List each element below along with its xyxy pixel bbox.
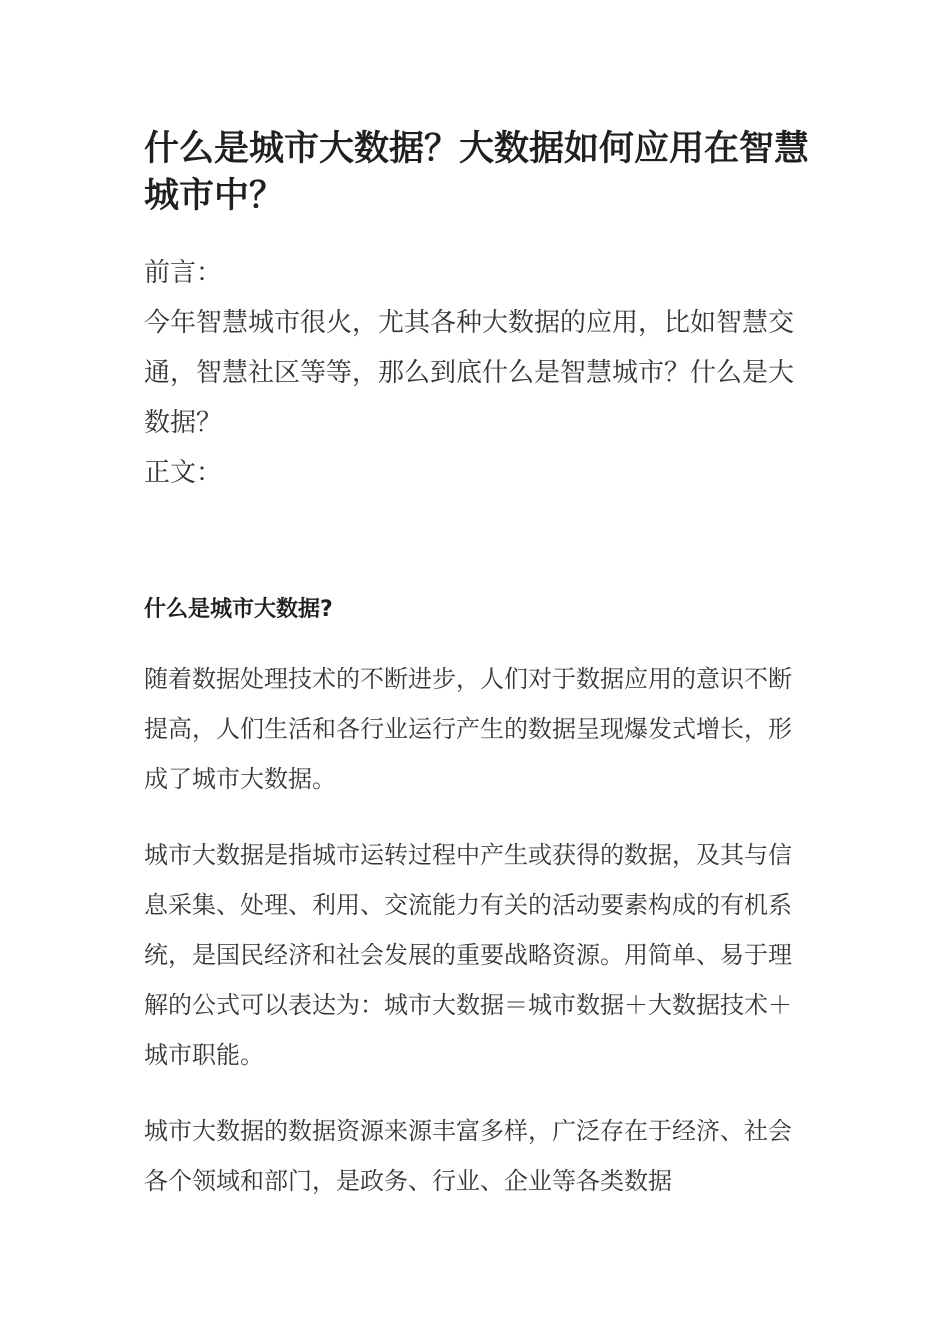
document-page xyxy=(144,126,814,1206)
body-paragraph-2: 城市大数据是指城市运转过程中产生或获得的数据，及其与信息采集、处理、利用、交流能力有关的活动要素构成的有机系统，是国民经济和社会发展的重要战略资源。用简单、易于理解的公式可以表达为：城市大数据＝城市数据＋大数据技术＋城市职能。 xyxy=(144,841,792,1069)
body-paragraph-1: 随着数据处理技术的不断进步，人们对于数据应用的意识不断提高，人们生活和各行业运行产生的数据呈现爆发式增长，形成了城市大数据。 xyxy=(144,665,792,793)
section-heading: 什么是城市大数据? xyxy=(144,597,333,622)
preface-text: 今年智慧城市很火，尤其各种大数据的应用，比如智慧交通，智慧社区等等，那么到底什么是智慧城市？什么是大数据？ xyxy=(144,308,795,438)
body-label: 正文： xyxy=(144,458,223,488)
intro-block xyxy=(144,248,814,498)
preface-label: 前言： xyxy=(144,258,223,288)
body-paragraph-3: 城市大数据的数据资源来源丰富多样，广泛存在于经济、社会各个领域和部门，是政务、行业、企业等各类数据 xyxy=(144,1117,792,1195)
article-title: 什么是城市大数据？大数据如何应用在智慧城市中？ xyxy=(144,129,810,216)
